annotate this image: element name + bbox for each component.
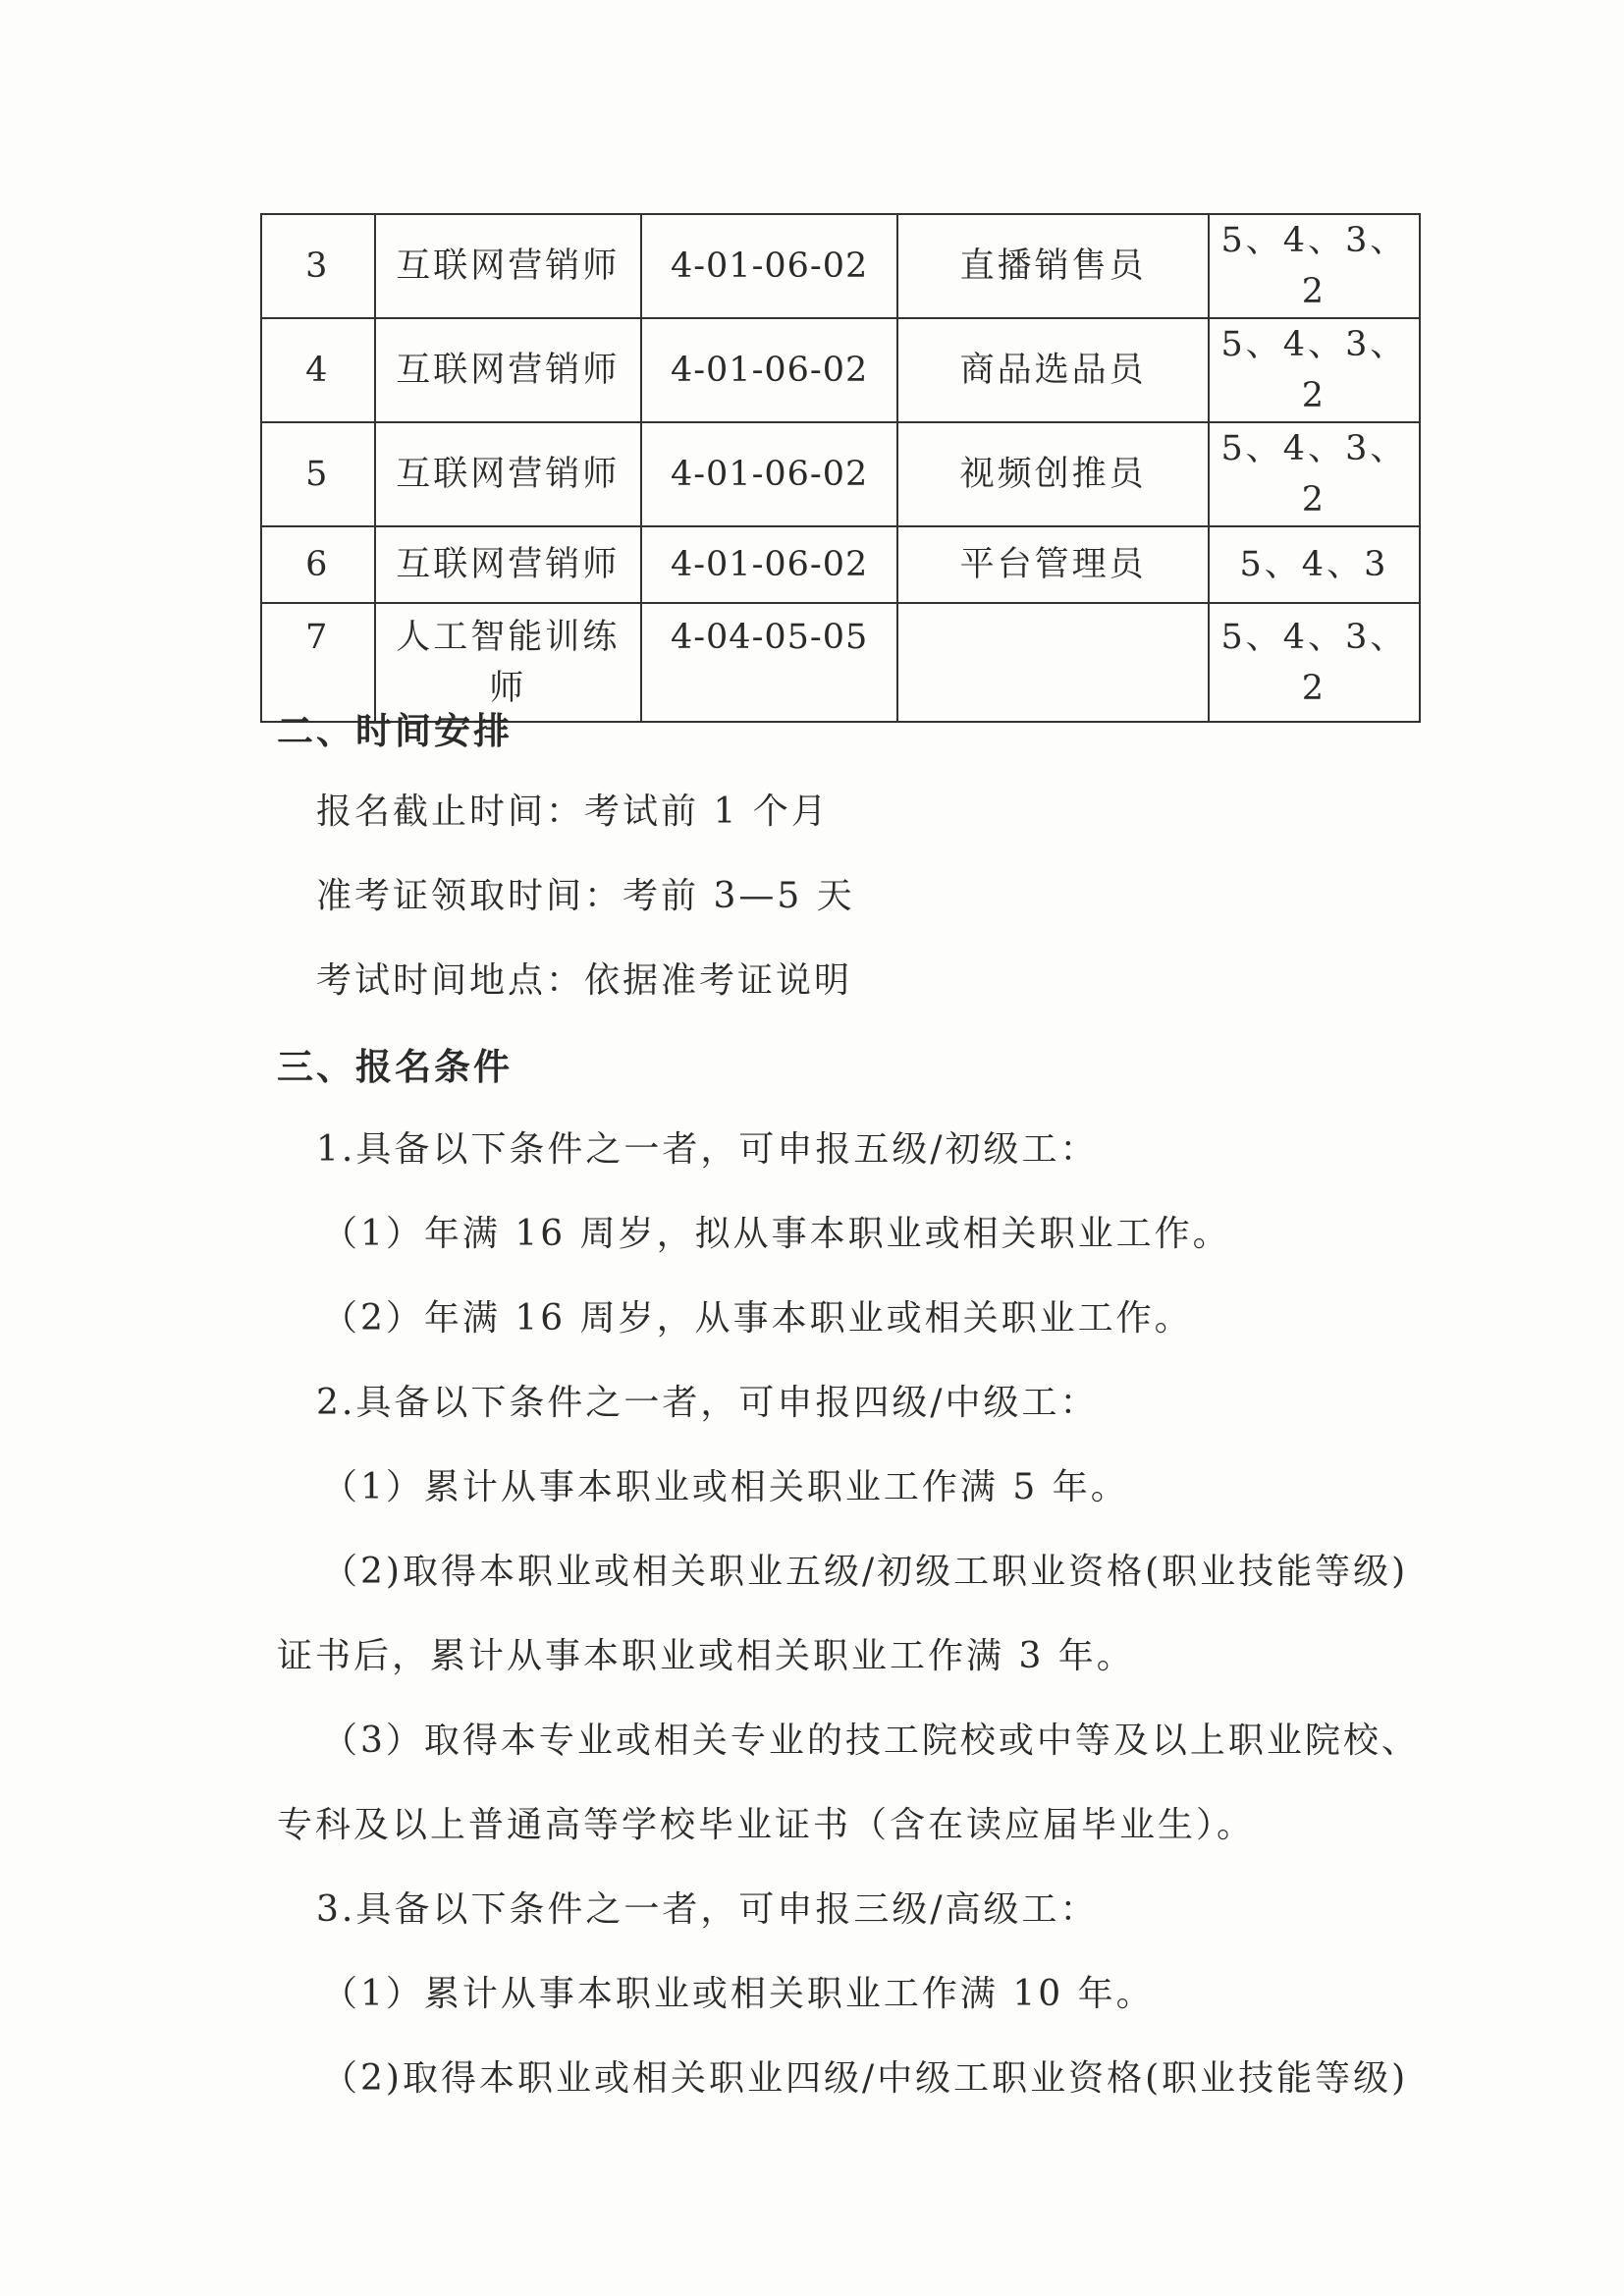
- level4-title: 2.具备以下条件之一者，可申报四级/中级工：: [316, 1383, 1099, 1423]
- occupation-code: 4-01-06-02: [641, 526, 897, 603]
- table-row: [261, 526, 1420, 603]
- admission-ticket-text: 准考证领取时间：考前 3—5 天: [316, 876, 855, 916]
- occupation-code: 4-01-06-02: [641, 318, 897, 422]
- occupation-name: 人工智能训练 师: [375, 603, 641, 722]
- work-type: 商品选品员: [897, 318, 1209, 422]
- skill-levels: 5、4、3、2: [1209, 318, 1420, 422]
- level5-title: 1.具备以下条件之一者，可申报五级/初级工：: [316, 1129, 1099, 1170]
- work-type: 直播销售员: [897, 214, 1209, 318]
- occupation-name: 互联网营销师: [375, 526, 641, 603]
- level3-condition-2-line1: （2)取得本职业或相关职业四级/中级工职业资格(职业技能等级): [322, 2058, 1409, 2099]
- level3-title: 3.具备以下条件之一者，可申报三级/高级工：: [316, 1889, 1099, 1930]
- occupation-name: 互联网营销师: [375, 318, 641, 422]
- table-row: [261, 214, 1420, 318]
- row-number: 6: [261, 526, 375, 603]
- table-row: [261, 422, 1420, 526]
- row-number: 5: [261, 422, 375, 526]
- occupation-code: 4-01-06-02: [641, 214, 897, 318]
- section-heading-conditions: 三、报名条件: [277, 1046, 513, 1088]
- work-type: 视频创推员: [897, 422, 1209, 526]
- level3-condition-1: （1）累计从事本职业或相关职业工作满 10 年。: [322, 1974, 1155, 2014]
- skill-levels: 5、4、3: [1209, 526, 1420, 603]
- level5-condition-2: （2）年满 16 周岁，从事本职业或相关职业工作。: [322, 1298, 1193, 1339]
- level4-condition-2-line2: 证书后，累计从事本职业或相关职业工作满 3 年。: [277, 1636, 1135, 1676]
- exam-location-text: 考试时间地点：依据准考证说明: [316, 960, 853, 1001]
- level4-condition-3-line2: 专科及以上普通高等学校毕业证书（含在读应届毕业生）。: [277, 1805, 1256, 1845]
- row-number: 7: [261, 603, 375, 722]
- occupation-code: 4-01-06-02: [641, 422, 897, 526]
- level5-condition-1: （1）年满 16 周岁，拟从事本职业或相关职业工作。: [322, 1214, 1231, 1254]
- deadline-text: 报名截止时间：考试前 1 个月: [316, 792, 830, 832]
- work-type: 平台管理员: [897, 526, 1209, 603]
- row-number: 3: [261, 214, 375, 318]
- work-type: [897, 603, 1209, 722]
- level4-condition-2-line1: （2)取得本职业或相关职业五级/初级工职业资格(职业技能等级): [322, 1552, 1409, 1592]
- level4-condition-3-line1: （3）取得本专业或相关专业的技工院校或中等及以上职业院校、: [322, 1721, 1420, 1761]
- row-number: 4: [261, 318, 375, 422]
- occupation-code: 4-04-05-05: [641, 603, 897, 722]
- skill-levels: 5、4、3、2: [1209, 214, 1420, 318]
- occupation-name: 互联网营销师: [375, 422, 641, 526]
- section-heading-schedule: 二、时间安排: [277, 710, 513, 752]
- skill-levels: 5、4、3、2: [1209, 422, 1420, 526]
- level4-condition-1: （1）累计从事本职业或相关职业工作满 5 年。: [322, 1467, 1129, 1507]
- table-row: [261, 318, 1420, 422]
- occupation-name: 互联网营销师: [375, 214, 641, 318]
- skill-levels: 5、4、3、2: [1209, 603, 1420, 722]
- occupation-table: [260, 213, 1421, 723]
